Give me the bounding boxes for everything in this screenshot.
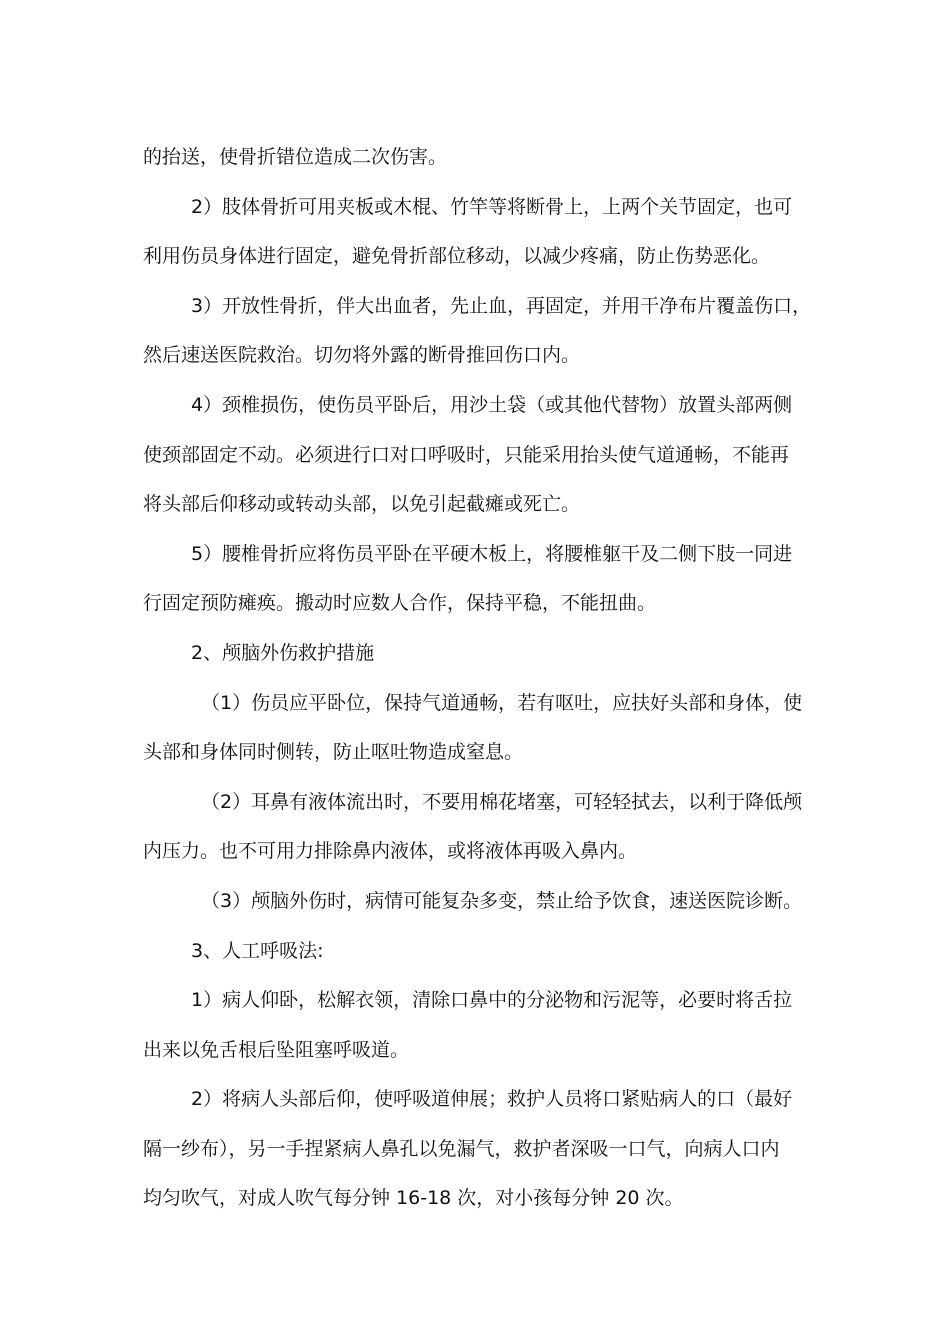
paragraph [143, 1075, 823, 1224]
text-line: 2）肢体骨折可用夹板或木棍、竹竿等将断骨上，上两个关节固定，也可 [191, 195, 793, 218]
text-line: 隔一纱布），另一手捏紧病人鼻孔以免漏气，救护者深吸一口气，向病人口内 [143, 1137, 780, 1160]
section-heading [143, 927, 823, 977]
text-line: 2）将病人头部后仰，使呼吸道伸展；救护人员将口紧贴病人的口（最好 [191, 1088, 793, 1111]
text-line: （2）耳鼻有液体流出时，不要用棉花堵塞，可轻轻拭去，以利于降低颅 [201, 790, 803, 813]
text-line: 将头部后仰移动或转动头部，以免引起截瘫或死亡。 [143, 493, 581, 516]
text-line: 内压力。也不可用力排除鼻内液体，或将液体再吸入鼻内。 [143, 840, 638, 863]
text-line: 3）开放性骨折，伴大出血者，先止血，再固定，并用干净布片覆盖伤口， [191, 294, 812, 317]
text-line: 然后速送医院救治。切勿将外露的断骨推回伤口内。 [143, 344, 581, 367]
paragraph [143, 976, 823, 1075]
paragraph [143, 530, 823, 629]
paragraph [143, 877, 823, 927]
text-line: 出来以免舌根后坠阻塞呼吸道。 [143, 1038, 410, 1061]
paragraph [143, 133, 823, 183]
paragraph [143, 778, 823, 877]
section-heading-text: 2、颅脑外伤救护措施 [191, 641, 375, 664]
text-line: 使颈部固定不动。必须进行口对口呼吸时，只能采用抬头使气道通畅，不能再 [143, 443, 790, 466]
text-line: 的抬送，使骨折错位造成二次伤害。 [143, 146, 448, 168]
text-line: 均匀吹气，对成人吹气每分钟 16-18 次，对小孩每分钟 20 次。 [143, 1187, 684, 1210]
paragraph [143, 381, 823, 530]
document-body [143, 133, 823, 1224]
text-line: 行固定预防瘫痪。搬动时应数人合作，保持平稳，不能扭曲。 [143, 592, 657, 615]
text-line: 利用伤员身体进行固定，避免骨折部位移动，以减少疼痛，防止伤势恶化。 [143, 245, 771, 268]
section-heading-text: 3、人工呼吸法: [191, 939, 324, 962]
section-heading [143, 629, 823, 679]
text-line: 4）颈椎损伤，使伤员平卧后，用沙土袋（或其他代替物）放置头部两侧 [191, 393, 793, 416]
text-line: 1）病人仰卧，松解衣领，清除口鼻中的分泌物和污泥等，必要时将舌拉 [191, 989, 793, 1012]
paragraph [143, 183, 823, 282]
text-line: 头部和身体同时侧转，防止呕吐物造成窒息。 [143, 741, 524, 764]
paragraph [143, 679, 823, 778]
paragraph [143, 282, 823, 381]
text-line: （3）颅脑外伤时，病情可能复杂多变，禁止给予饮食，速送医院诊断。 [201, 889, 803, 912]
text-line: （1）伤员应平卧位，保持气道通畅，若有呕吐，应扶好头部和身体，使 [201, 691, 803, 714]
text-line: 5）腰椎骨折应将伤员平卧在平硬木板上，将腰椎躯干及二侧下肢一同进 [191, 542, 793, 565]
